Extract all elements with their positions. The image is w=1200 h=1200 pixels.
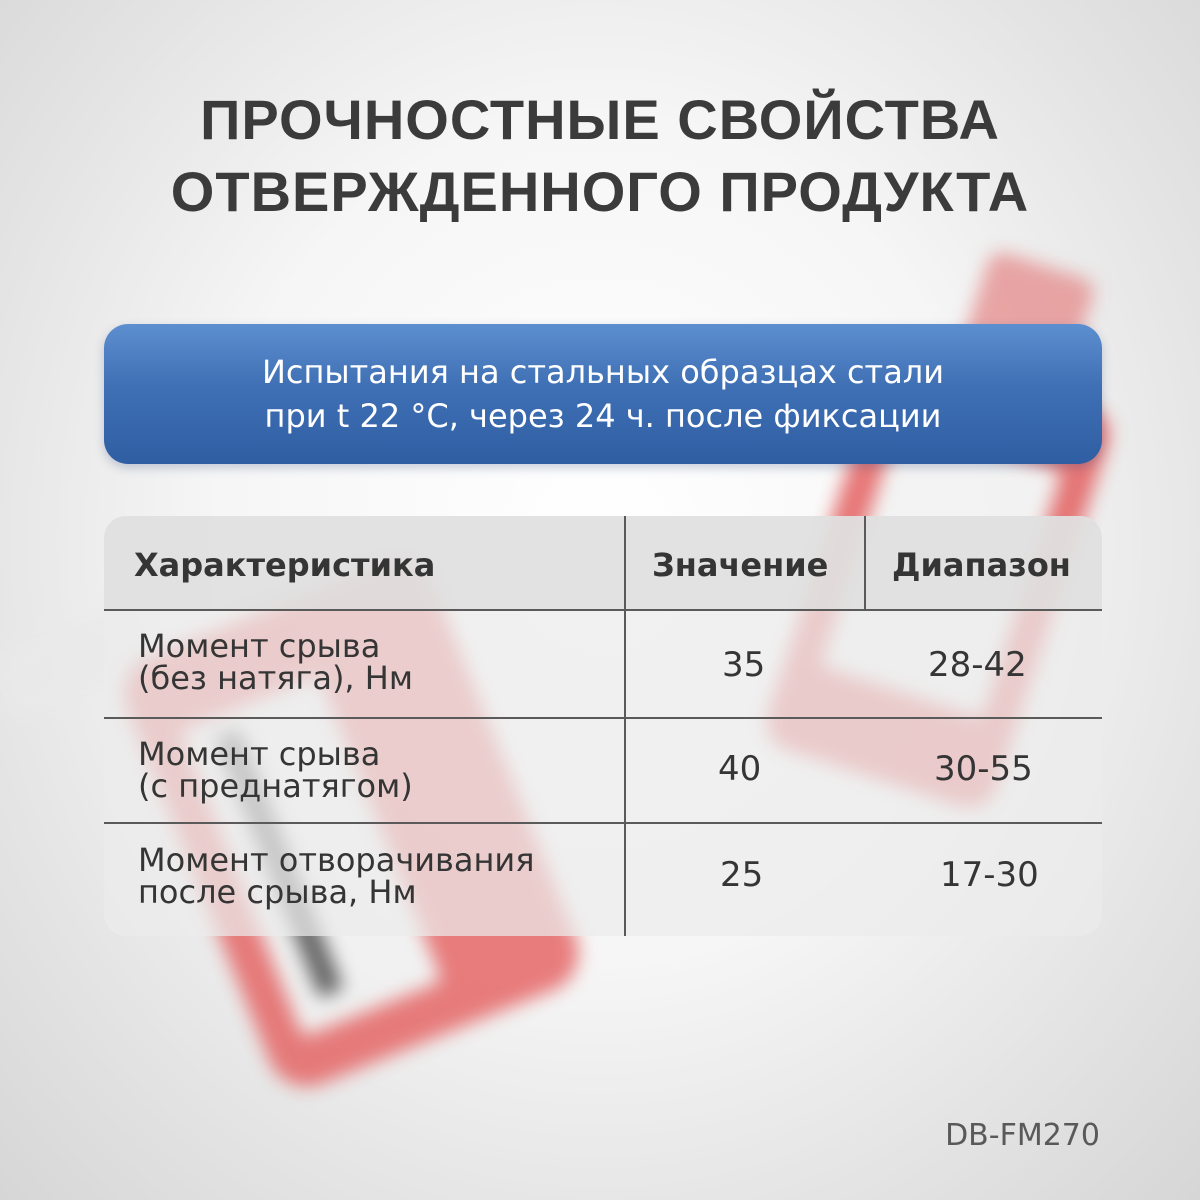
table-row-3-value: 25 <box>720 855 764 895</box>
header-range: Диапазон <box>892 546 1071 584</box>
table-row-3-characteristic <box>138 841 535 911</box>
product-code: DB-FM270 <box>945 1118 1100 1153</box>
row-3-name-line-2: после срыва, Нм <box>138 873 417 911</box>
test-conditions-line-2: при t 22 °С, через 24 ч. после фиксации <box>264 397 942 435</box>
page-title-line-2: ОТВЕРЖДЕННОГО ПРОДУКТА <box>170 160 1030 223</box>
row-3-name-line-1: Момент отворачивания <box>138 841 535 879</box>
page-title <box>0 84 1200 228</box>
test-conditions-banner <box>104 324 1102 464</box>
row-1-name-line-2: (без натяга), Нм <box>138 659 413 697</box>
table-column-divider <box>624 516 626 936</box>
table-row-2-characteristic <box>138 735 413 805</box>
row-2-name-line-1: Момент срыва <box>138 735 381 773</box>
table-row-2-range: 30-55 <box>934 749 1033 789</box>
header-characteristic: Характеристика <box>134 546 436 584</box>
table-column-divider <box>864 516 866 610</box>
table-row-1-value: 35 <box>722 645 766 685</box>
properties-table <box>104 516 1102 936</box>
test-conditions-line-1: Испытания на стальных образцах стали <box>261 353 945 391</box>
page-title-line-1: ПРОЧНОСТНЫЕ СВОЙСТВА <box>200 88 1000 151</box>
table-row-2-value: 40 <box>718 749 762 789</box>
table-row-1-characteristic <box>138 627 413 697</box>
row-2-name-line-2: (с преднатягом) <box>138 767 413 805</box>
table-row-3-range: 17-30 <box>940 855 1039 895</box>
table-row-1-range: 28-42 <box>928 645 1027 685</box>
row-1-name-line-1: Момент срыва <box>138 627 381 665</box>
table-divider <box>104 609 1102 611</box>
table-divider <box>104 717 1102 719</box>
header-value: Значение <box>652 546 829 584</box>
table-divider <box>104 822 1102 824</box>
